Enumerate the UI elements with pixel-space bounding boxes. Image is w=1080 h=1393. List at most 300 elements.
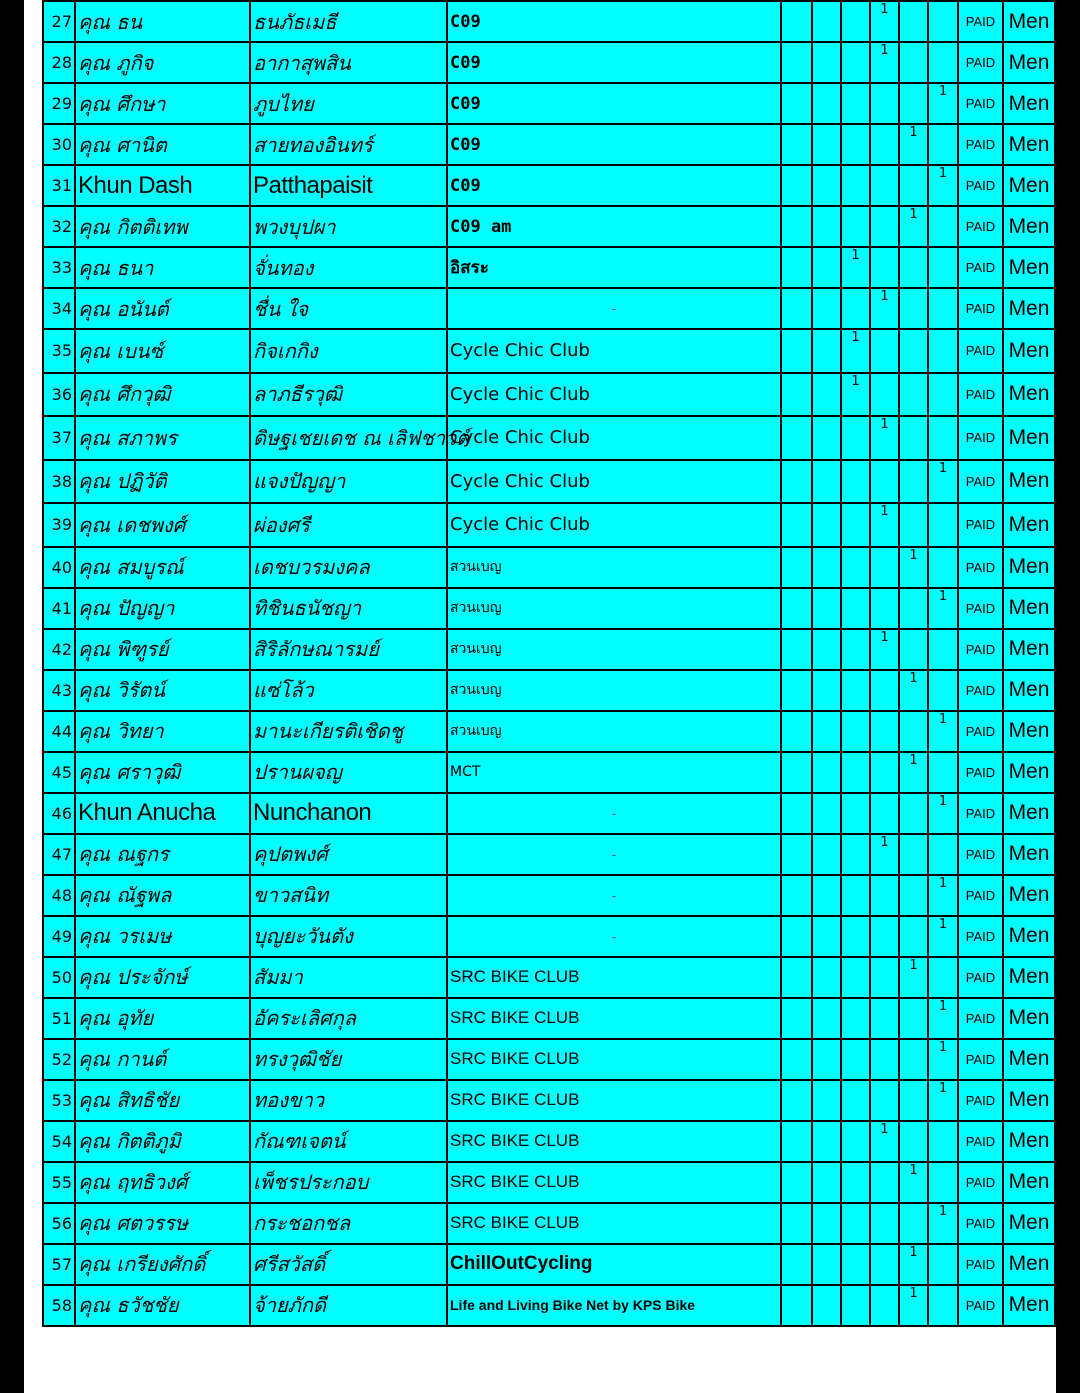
category-mark-cell [870,165,899,206]
category-mark-cell [781,165,812,206]
category-mark-cell [841,629,870,670]
category-mark-cell [781,1203,812,1244]
row-number: 51 [43,998,75,1039]
category-mark-cell: 1 [928,793,958,834]
category-mark-cell [781,1080,812,1121]
category-mark-cell [928,288,958,329]
last-name: ทิชินธนัชญา [250,588,447,629]
table-row [43,957,1055,998]
club-name: Life and Living Bike Net by KPS Bike [447,1285,781,1326]
table-row [43,165,1055,206]
category-mark-cell [870,206,899,247]
category-mark-cell: 1 [841,373,870,417]
rider-category: Men [1003,165,1055,206]
category-mark-cell [870,1162,899,1203]
table-row [43,588,1055,629]
table-row [43,711,1055,752]
club-name: MCT [447,752,781,793]
first-name: Khun Dash [75,165,250,206]
first-name: คุณ สภาพร [75,416,250,460]
last-name: ลาภธีรวุฒิ [250,373,447,417]
category-mark-cell [812,711,841,752]
category-mark-cell: 1 [928,83,958,124]
rider-category: Men [1003,752,1055,793]
category-mark-cell [841,711,870,752]
club-name: C09 am [447,206,781,247]
payment-status: PAID [958,206,1003,247]
last-name: Nunchanon [250,793,447,834]
category-mark-cell: 1 [928,1203,958,1244]
payment-status: PAID [958,165,1003,206]
last-name: จ้ายภักดี [250,1285,447,1326]
first-name: คุณ ณฐกร [75,834,250,875]
category-mark-cell [812,416,841,460]
rider-category: Men [1003,124,1055,165]
category-mark-cell: 1 [899,1162,928,1203]
category-mark-cell [928,752,958,793]
category-mark-cell [841,670,870,711]
last-name: พวงบุปผา [250,206,447,247]
row-number: 34 [43,288,75,329]
table-row [43,416,1055,460]
category-mark-cell: 1 [928,916,958,957]
category-mark-cell [812,1162,841,1203]
category-mark-cell [812,42,841,83]
category-mark-cell [781,711,812,752]
category-mark-cell: 1 [870,288,899,329]
payment-status: PAID [958,1,1003,42]
payment-status: PAID [958,1080,1003,1121]
category-mark-cell: 1 [870,834,899,875]
table-row [43,1,1055,42]
category-mark-cell [870,916,899,957]
payment-status: PAID [958,916,1003,957]
table-row [43,206,1055,247]
category-mark-cell: 1 [899,124,928,165]
club-name: Cycle Chic Club [447,416,781,460]
category-mark-cell [841,1080,870,1121]
payment-status: PAID [958,1039,1003,1080]
rider-category: Men [1003,588,1055,629]
row-number: 47 [43,834,75,875]
category-mark-cell: 1 [899,1244,928,1285]
category-mark-cell: 1 [899,957,928,998]
first-name: คุณ ศตวรรษ [75,1203,250,1244]
category-mark-cell [781,373,812,417]
club-name: SRC BIKE CLUB [447,1039,781,1080]
category-mark-cell [899,329,928,373]
category-mark-cell [870,1080,899,1121]
last-name: แจงปัญญา [250,460,447,504]
category-mark-cell [899,588,928,629]
category-mark-cell [841,206,870,247]
last-name: อากาสุพสิน [250,42,447,83]
category-mark-cell [899,1203,928,1244]
row-number: 32 [43,206,75,247]
category-mark-cell [841,83,870,124]
table-row [43,547,1055,588]
category-mark-cell [841,288,870,329]
category-mark-cell [812,329,841,373]
last-name: กิจเกกิง [250,329,447,373]
first-name: คุณ ปฏิวัติ [75,460,250,504]
table-row [43,629,1055,670]
table-row [43,124,1055,165]
row-number: 49 [43,916,75,957]
category-mark-cell [812,1,841,42]
table-row [43,1080,1055,1121]
row-number: 46 [43,793,75,834]
club-name: SRC BIKE CLUB [447,1080,781,1121]
category-mark-cell [781,752,812,793]
category-mark-cell: 1 [899,1285,928,1326]
category-mark-cell [812,1203,841,1244]
last-name: สายทองอินทร์ [250,124,447,165]
row-number: 38 [43,460,75,504]
last-name: ดิษฐเชยเดช ณ เลิฟชาวด์ [250,416,447,460]
payment-status: PAID [958,416,1003,460]
category-mark-cell: 1 [899,752,928,793]
first-name: คุณ ณัฐพล [75,875,250,916]
category-mark-cell [841,752,870,793]
payment-status: PAID [958,83,1003,124]
category-mark-cell [870,1039,899,1080]
row-number: 41 [43,588,75,629]
row-number: 58 [43,1285,75,1326]
row-number: 50 [43,957,75,998]
row-number: 36 [43,373,75,417]
category-mark-cell [899,629,928,670]
category-mark-cell [928,206,958,247]
document-page [24,0,1056,1393]
row-number: 52 [43,1039,75,1080]
category-mark-cell [870,957,899,998]
row-number: 30 [43,124,75,165]
payment-status: PAID [958,998,1003,1039]
category-mark-cell [928,247,958,288]
category-mark-cell [781,998,812,1039]
category-mark-cell [812,83,841,124]
category-mark-cell [841,957,870,998]
club-name: อิสระ [447,247,781,288]
club-name: SRC BIKE CLUB [447,957,781,998]
category-mark-cell [781,875,812,916]
last-name: จั่นทอง [250,247,447,288]
rider-category: Men [1003,1080,1055,1121]
table-row [43,329,1055,373]
category-mark-cell [812,834,841,875]
payment-status: PAID [958,460,1003,504]
category-mark-cell [812,373,841,417]
row-number: 39 [43,503,75,547]
last-name: ศรีสวัสดิ์ [250,1244,447,1285]
category-mark-cell [781,503,812,547]
category-mark-cell [781,247,812,288]
club-name: SRC BIKE CLUB [447,998,781,1039]
category-mark-cell [870,1244,899,1285]
table-row [43,83,1055,124]
club-name: ChillOutCycling [447,1244,781,1285]
category-mark-cell: 1 [870,416,899,460]
last-name: ผ่องศรี [250,503,447,547]
category-mark-cell [899,165,928,206]
payment-status: PAID [958,1285,1003,1326]
payment-status: PAID [958,875,1003,916]
club-name: SRC BIKE CLUB [447,1162,781,1203]
row-number: 37 [43,416,75,460]
last-name: ขาวสนิท [250,875,447,916]
category-mark-cell [899,1121,928,1162]
category-mark-cell [841,588,870,629]
category-mark-cell [812,875,841,916]
row-number: 29 [43,83,75,124]
category-mark-cell [899,998,928,1039]
first-name: คุณ วิทยา [75,711,250,752]
category-mark-cell [781,629,812,670]
payment-status: PAID [958,329,1003,373]
table-row [43,1121,1055,1162]
category-mark-cell [899,711,928,752]
category-mark-cell [812,206,841,247]
category-mark-cell [812,629,841,670]
table-row [43,916,1055,957]
club-name: C09 [447,83,781,124]
category-mark-cell [812,1244,841,1285]
category-mark-cell: 1 [870,42,899,83]
rider-category: Men [1003,329,1055,373]
first-name: คุณ พิฑูรย์ [75,629,250,670]
last-name: เพ็ชรประกอบ [250,1162,447,1203]
first-name: คุณ อุทัย [75,998,250,1039]
category-mark-cell [928,1244,958,1285]
category-mark-cell [812,588,841,629]
table-row [43,1285,1055,1326]
rider-category: Men [1003,1121,1055,1162]
club-name: สวนเบญ [447,547,781,588]
category-mark-cell [781,1121,812,1162]
payment-status: PAID [958,503,1003,547]
category-mark-cell [928,1162,958,1203]
category-mark-cell [899,288,928,329]
club-name: สวนเบญ [447,670,781,711]
row-number: 42 [43,629,75,670]
table-row [43,670,1055,711]
category-mark-cell: 1 [899,670,928,711]
last-name: สัมมา [250,957,447,998]
category-mark-cell [928,547,958,588]
category-mark-cell [928,1,958,42]
category-mark-cell [870,588,899,629]
category-mark-cell [841,1039,870,1080]
category-mark-cell [781,329,812,373]
rider-category: Men [1003,83,1055,124]
category-mark-cell: 1 [870,503,899,547]
category-mark-cell [841,916,870,957]
category-mark-cell [781,793,812,834]
payment-status: PAID [958,373,1003,417]
category-mark-cell: 1 [841,247,870,288]
first-name: คุณ ปัญญา [75,588,250,629]
category-mark-cell [928,42,958,83]
table-row [43,373,1055,417]
category-mark-cell [870,1203,899,1244]
category-mark-cell: 1 [928,1080,958,1121]
club-name: C09 [447,124,781,165]
payment-status: PAID [958,124,1003,165]
last-name: ภูบไทย [250,83,447,124]
category-mark-cell [928,373,958,417]
category-mark-cell [781,1162,812,1203]
category-mark-cell [781,547,812,588]
payment-status: PAID [958,547,1003,588]
payment-status: PAID [958,711,1003,752]
row-number: 40 [43,547,75,588]
category-mark-cell [812,247,841,288]
category-mark-cell [899,503,928,547]
first-name: คุณ ฤทธิวงศ์ [75,1162,250,1203]
category-mark-cell [812,288,841,329]
category-mark-cell: 1 [870,1,899,42]
rider-category: Men [1003,834,1055,875]
club-name: - [447,288,781,329]
category-mark-cell: 1 [928,1039,958,1080]
category-mark-cell [781,1244,812,1285]
first-name: คุณ วรเมษ [75,916,250,957]
category-mark-cell [781,916,812,957]
category-mark-cell [870,373,899,417]
payment-status: PAID [958,1203,1003,1244]
category-mark-cell [899,460,928,504]
rider-category: Men [1003,1162,1055,1203]
category-mark-cell [781,834,812,875]
category-mark-cell [928,329,958,373]
category-mark-cell [870,875,899,916]
payment-status: PAID [958,247,1003,288]
category-mark-cell [781,416,812,460]
category-mark-cell: 1 [841,329,870,373]
category-mark-cell [899,1080,928,1121]
row-number: 43 [43,670,75,711]
table-row [43,1244,1055,1285]
first-name: คุณ ธนา [75,247,250,288]
payment-status: PAID [958,588,1003,629]
category-mark-cell [812,752,841,793]
table-row [43,875,1055,916]
category-mark-cell [841,124,870,165]
category-mark-cell [812,957,841,998]
category-mark-cell [870,460,899,504]
rider-category: Men [1003,711,1055,752]
rider-category: Men [1003,1039,1055,1080]
category-mark-cell: 1 [870,629,899,670]
category-mark-cell [841,547,870,588]
rider-category: Men [1003,1203,1055,1244]
row-number: 54 [43,1121,75,1162]
category-mark-cell [928,124,958,165]
table-row [43,503,1055,547]
category-mark-cell [899,247,928,288]
category-mark-cell [841,42,870,83]
first-name: คุณ อนันต์ [75,288,250,329]
payment-status: PAID [958,957,1003,998]
category-mark-cell [781,288,812,329]
category-mark-cell [781,588,812,629]
rider-category: Men [1003,1285,1055,1326]
category-mark-cell [928,416,958,460]
category-mark-cell [841,165,870,206]
category-mark-cell [870,752,899,793]
club-name: Cycle Chic Club [447,373,781,417]
category-mark-cell [899,916,928,957]
row-number: 28 [43,42,75,83]
club-name: C09 [447,42,781,83]
payment-status: PAID [958,629,1003,670]
category-mark-cell [812,460,841,504]
category-mark-cell [812,998,841,1039]
last-name: ทองขาว [250,1080,447,1121]
table-row [43,1203,1055,1244]
row-number: 31 [43,165,75,206]
rider-category: Men [1003,42,1055,83]
table-row [43,42,1055,83]
category-mark-cell: 1 [928,875,958,916]
rider-category: Men [1003,288,1055,329]
category-mark-cell [870,83,899,124]
first-name: คุณ ศานิต [75,124,250,165]
first-name: คุณ เดชพงศ์ [75,503,250,547]
category-mark-cell [899,416,928,460]
table-row [43,998,1055,1039]
category-mark-cell [899,875,928,916]
category-mark-cell [928,1285,958,1326]
last-name: เดชบวรมงคล [250,547,447,588]
last-name: Patthapaisit [250,165,447,206]
category-mark-cell [841,1285,870,1326]
rider-category: Men [1003,503,1055,547]
club-name: - [447,875,781,916]
first-name: คุณ ศึกวุฒิ [75,373,250,417]
first-name: คุณ เบนซ์ [75,329,250,373]
category-mark-cell: 1 [928,588,958,629]
category-mark-cell [841,503,870,547]
rider-category: Men [1003,957,1055,998]
row-number: 33 [43,247,75,288]
payment-status: PAID [958,1162,1003,1203]
table-row [43,793,1055,834]
category-mark-cell [928,629,958,670]
rider-category: Men [1003,670,1055,711]
category-mark-cell [812,165,841,206]
last-name: คุปตพงศ์ [250,834,447,875]
row-number: 44 [43,711,75,752]
club-name: สวนเบญ [447,629,781,670]
last-name: ปรานผจญ [250,752,447,793]
category-mark-cell [870,329,899,373]
club-name: Cycle Chic Club [447,329,781,373]
rider-category: Men [1003,875,1055,916]
rider-category: Men [1003,793,1055,834]
category-mark-cell [841,1244,870,1285]
category-mark-cell: 1 [899,206,928,247]
club-name: - [447,834,781,875]
payment-status: PAID [958,670,1003,711]
table-row [43,288,1055,329]
row-number: 57 [43,1244,75,1285]
payment-status: PAID [958,793,1003,834]
participant-table-body [43,1,1055,1326]
category-mark-cell [781,83,812,124]
rider-category: Men [1003,373,1055,417]
